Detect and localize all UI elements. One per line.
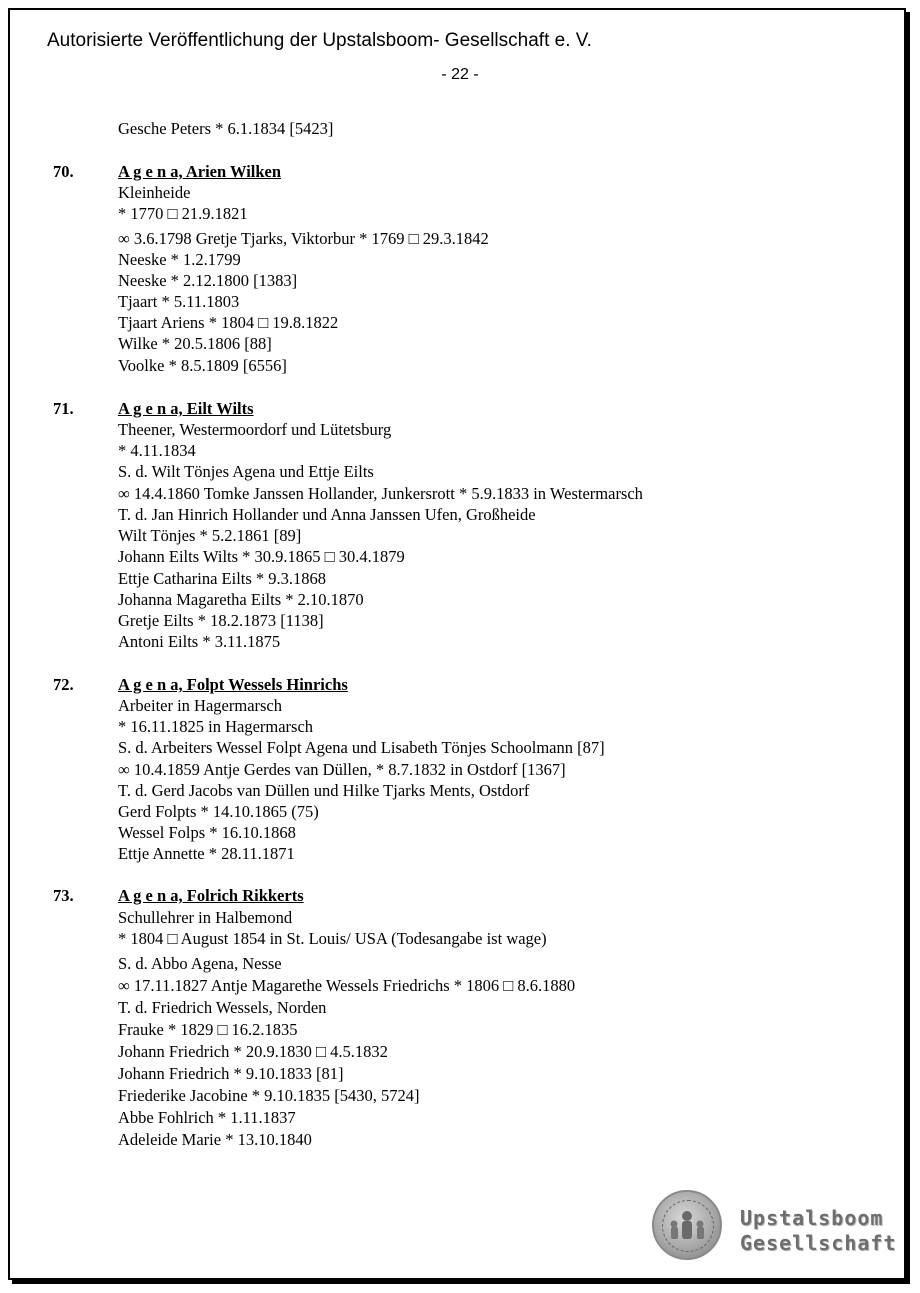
page-number: - 22 - bbox=[441, 66, 479, 83]
entry-line: Johann Friedrich * 20.9.1830 □ 4.5.1832 bbox=[118, 1042, 388, 1061]
entry-line: Neeske * 1.2.1799 bbox=[118, 250, 241, 269]
entry-name: A g e n a, Folpt Wessels Hinrichs bbox=[118, 675, 348, 694]
entry-line: T. d. Jan Hinrich Hollander und Anna Janssen Ufen, Großheide bbox=[118, 505, 536, 524]
entry-line: * 1804 □ August 1854 in St. Louis/ USA (Todesangabe ist wage) bbox=[118, 929, 547, 948]
entry-number: 73. bbox=[53, 886, 74, 905]
intro-line: Gesche Peters * 6.1.1834 [5423] bbox=[118, 119, 334, 138]
entry-line: Antoni Eilts * 3.11.1875 bbox=[118, 632, 281, 651]
entry-name: A g e n a, Folrich Rikkerts bbox=[118, 886, 304, 905]
entry-line: T. d. Friedrich Wessels, Norden bbox=[118, 998, 327, 1017]
entry-line: * 16.11.1825 in Hagermarsch bbox=[118, 717, 314, 736]
entry-line: S. d. Abbo Agena, Nesse bbox=[118, 954, 282, 973]
entry-number: 72. bbox=[53, 675, 74, 694]
entry-line: Ettje Annette * 28.11.1871 bbox=[118, 844, 295, 863]
entry-line: S. d. Wilt Tönjes Agena und Ettje Eilts bbox=[118, 462, 374, 481]
entry-name: A g e n a, Eilt Wilts bbox=[118, 399, 254, 418]
entry-line: ∞ 3.6.1798 Gretje Tjarks, Viktorbur * 1769 □ 29.3.1842 bbox=[118, 229, 489, 248]
entry-name: A g e n a, Arien Wilken bbox=[118, 162, 282, 181]
entry-line: Gerd Folpts * 14.10.1865 (75) bbox=[118, 802, 319, 821]
entry-line: T. d. Gerd Jacobs van Düllen und Hilke Tjarks Ments, Ostdorf bbox=[118, 781, 530, 800]
entry-line: S. d. Arbeiters Wessel Folpt Agena und Lisabeth Tönjes Schoolmann [87] bbox=[118, 738, 605, 757]
entry-line: Wilke * 20.5.1806 [88] bbox=[118, 334, 272, 353]
entry-line: Wessel Folps * 16.10.1868 bbox=[118, 823, 296, 842]
entry-line: Abbe Fohlrich * 1.11.1837 bbox=[118, 1108, 296, 1127]
entry-line: Tjaart Ariens * 1804 □ 19.8.1822 bbox=[118, 313, 339, 332]
entry-line: * 1770 □ 21.9.1821 bbox=[118, 204, 248, 223]
entry-number: 71. bbox=[53, 399, 74, 418]
entry-line: Ettje Catharina Eilts * 9.3.1868 bbox=[118, 569, 327, 588]
entry-line: ∞ 17.11.1827 Antje Magarethe Wessels Friedrichs * 1806 □ 8.6.1880 bbox=[118, 976, 576, 995]
entry-number: 70. bbox=[53, 162, 74, 181]
entry-line: ∞ 10.4.1859 Antje Gerdes van Düllen, * 8.7.1832 in Ostdorf [1367] bbox=[118, 760, 566, 779]
entry-line: Kleinheide bbox=[118, 183, 191, 202]
logo-line-2: Gesellschaft bbox=[740, 1231, 897, 1255]
entry-line: Theener, Westermoordorf und Lütetsburg bbox=[118, 420, 392, 439]
entry-line: Johanna Magaretha Eilts * 2.10.1870 bbox=[118, 590, 364, 609]
entry-line: Frauke * 1829 □ 16.2.1835 bbox=[118, 1020, 298, 1039]
entry-line: Johann Friedrich * 9.10.1833 [81] bbox=[118, 1064, 344, 1083]
entry-line: Johann Eilts Wilts * 30.9.1865 □ 30.4.1879 bbox=[118, 547, 405, 566]
page-header: Autorisierte Veröffentlichung der Upstalsboom- Gesellschaft e. V. bbox=[47, 30, 592, 51]
entry-line: Neeske * 2.12.1800 [1383] bbox=[118, 271, 298, 290]
entry-line: Adeleide Marie * 13.10.1840 bbox=[118, 1130, 312, 1149]
society-seal-icon bbox=[652, 1190, 722, 1260]
entry-line: Arbeiter in Hagermarsch bbox=[118, 696, 283, 715]
entry-line: Voolke * 8.5.1809 [6556] bbox=[118, 356, 287, 375]
entry-line: Gretje Eilts * 18.2.1873 [1138] bbox=[118, 611, 324, 630]
entry-line: ∞ 14.4.1860 Tomke Janssen Hollander, Junkersrott * 5.9.1833 in Westermarsch bbox=[118, 484, 643, 503]
entry-line: Schullehrer in Halbemond bbox=[118, 908, 293, 927]
entry-line: * 4.11.1834 bbox=[118, 441, 196, 460]
entry-line: Wilt Tönjes * 5.2.1861 [89] bbox=[118, 526, 302, 545]
entry-line: Tjaart * 5.11.1803 bbox=[118, 292, 240, 311]
society-logo-text bbox=[740, 1206, 897, 1256]
entry-line: Friederike Jacobine * 9.10.1835 [5430, 5724] bbox=[118, 1086, 420, 1105]
logo-line-1: Upstalsboom bbox=[740, 1206, 884, 1230]
